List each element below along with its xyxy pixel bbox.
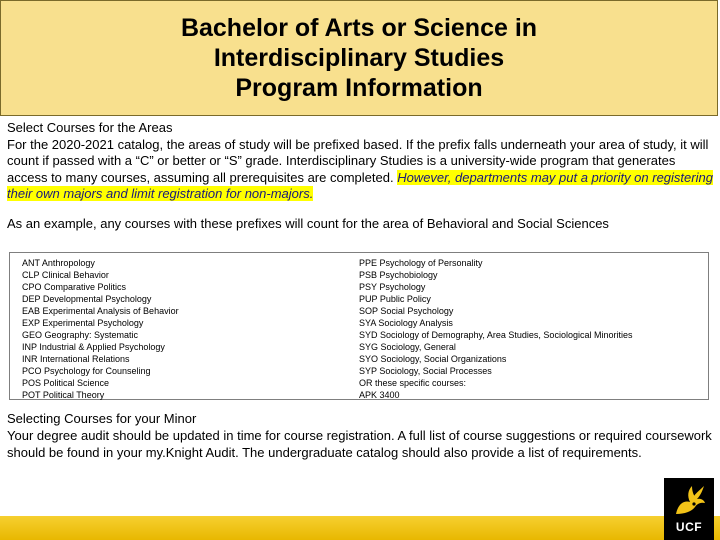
prefix-item: SYP Sociology, Social Processes (359, 366, 492, 376)
areas-body-text: For the 2020-2021 catalog, the areas of study will be prefixed based. If the prefix falls underneath your area of study, it will count if passed with a “C” or better or “S” grade. Interdisciplinary Studies is a university-wide program that generates access to many courses, assuming all prerequisites are completed. (7, 136, 709, 185)
minor-paragraph: Your degree audit should be updated in time for course registration. A full list of course suggestions or required coursework should be found in your my.Knight Audit. The undergraduate catalog should also provide a list of requirements. (7, 428, 712, 460)
prefix-column-right (359, 257, 632, 401)
prefix-item: CPO Comparative Politics (22, 282, 127, 292)
logo-text: UCF (675, 520, 703, 534)
section-heading-areas: Select Courses for the Areas (7, 120, 173, 135)
prefix-item: PSB Psychobiology (359, 270, 438, 280)
pegasus-icon (670, 484, 708, 518)
prefix-item: INP Industrial & Applied Psychology (22, 342, 165, 352)
ucf-logo (664, 478, 714, 540)
prefix-item: POS Political Science (22, 378, 110, 388)
prefix-item: POT Political Theory (22, 390, 105, 400)
bottom-bar (0, 516, 720, 540)
prefix-item: EXP Experimental Psychology (22, 318, 144, 328)
example-text: As an example, any courses with these prefixes will count for the area of Behavioral and Social Sciences (7, 215, 609, 231)
prefix-item: INR International Relations (22, 354, 130, 364)
prefix-item: SYD Sociology of Demography, Area Studies, Sociological Minorities (359, 330, 633, 340)
prefix-column-left (22, 257, 179, 401)
prefix-item: PPE Psychology of Personality (359, 258, 483, 268)
title-line-2: Interdisciplinary Studies (213, 44, 505, 72)
prefix-list-box (9, 252, 709, 400)
prefix-item: DEP Developmental Psychology (22, 294, 152, 304)
prefix-item: PUP Public Policy (359, 294, 431, 304)
prefix-item: APK 3400 (359, 390, 400, 400)
prefix-item: PCO Psychology for Counseling (22, 366, 151, 376)
prefix-item: SYA Sociology Analysis (359, 318, 453, 328)
prefix-item: CLP Clinical Behavior (22, 270, 109, 280)
prefix-item: PSY Psychology (359, 282, 426, 292)
section-heading-minor: Selecting Courses for your Minor (7, 411, 197, 426)
prefix-item: ANT Anthropology (22, 258, 95, 268)
highlighted-note: However, departments may put a priority on registering their own majors and limit registration for non-majors. (7, 169, 713, 201)
prefix-item: SOP Social Psychology (359, 306, 454, 316)
prefix-item: EAB Experimental Analysis of Behavior (22, 306, 179, 316)
section-minor (7, 410, 713, 461)
title-banner (0, 0, 718, 116)
areas-paragraph (7, 137, 713, 203)
prefix-item: GEO Geography: Systematic (22, 330, 139, 340)
prefix-item: SYG Sociology, General (359, 342, 456, 352)
title-line-1: Bachelor of Arts or Science in (180, 14, 538, 42)
prefix-item: SYO Sociology, Social Organizations (359, 354, 507, 364)
section-select-courses (7, 120, 713, 232)
title-line-3: Program Information (235, 74, 483, 102)
prefix-item: OR these specific courses: (359, 378, 467, 388)
